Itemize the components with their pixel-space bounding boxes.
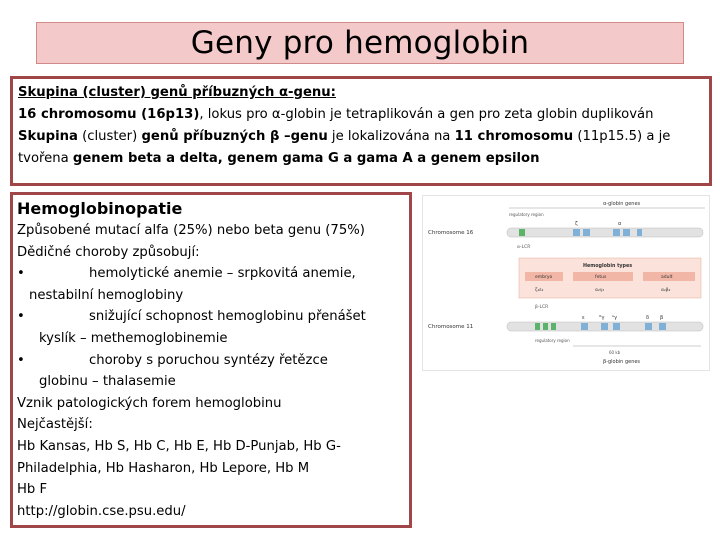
- gamma-g-gene: [601, 323, 608, 330]
- hemoglobinopathy-heading: Hemoglobinopatie: [17, 199, 183, 218]
- diseases-intro-line: Dědičné choroby způsobují:: [17, 244, 200, 260]
- alpha-regulatory-label: regulatory region: [509, 212, 544, 217]
- chr11-label: Chromosome 11: [428, 324, 474, 330]
- pathology-line: Vznik patologických forem hemoglobinu: [17, 395, 282, 411]
- alpha-cluster-heading: Skupina (cluster) genů příbuzných α-genu:: [18, 85, 336, 100]
- bullet-dot-icon: •: [17, 266, 25, 282]
- alpha-lcr-marker: [519, 229, 525, 236]
- globin-gene-diagram: [422, 195, 710, 371]
- cause-line: Způsobené mutací alfa (25%) nebo beta genu (75%): [17, 223, 365, 238]
- theta-gene: [637, 229, 642, 236]
- gamma-a-gene: [613, 323, 620, 330]
- bullet-continuation: kyslík – methemoglobinemie: [39, 330, 228, 346]
- bullet-item: • hemolytické anemie – srpkovitá anemie,: [17, 263, 405, 285]
- bullet-dot-icon: •: [17, 309, 25, 325]
- alpha-genes-title: α-globin genes: [603, 201, 641, 207]
- alpha-cluster-text: 16 chromosomu (16p13), lokus pro α-globin je tetraplikován a gen pro zeta globin duplikován: [18, 107, 654, 122]
- gamma-g-gene-label: ᴳγ: [599, 315, 605, 321]
- beta-genes-title: β-globin genes: [603, 359, 641, 365]
- page-title: Geny pro hemoglobin: [190, 24, 530, 61]
- beta-gene: [659, 323, 666, 330]
- most-common-line: Nejčastější:: [17, 417, 93, 433]
- delta-gene-label: δ: [646, 315, 650, 321]
- embryo-formula: ζ₂ε₂: [535, 288, 544, 293]
- beta-lcr-label: β-LCR: [535, 305, 549, 310]
- alpha-lcr-label: α-LCR: [517, 245, 531, 250]
- chr16-label: Chromosome 16: [428, 230, 474, 236]
- fetus-label: fetus: [595, 275, 607, 280]
- hb-variants-line: Hb Kansas, Hb S, Hb C, Hb E, Hb D-Punjab, Hb G-: [17, 438, 341, 454]
- embryo-label: embryo: [535, 275, 553, 280]
- alpha-gene: [613, 229, 620, 236]
- hb-variants-line-cont: Philadelphia, Hb Hasharon, Hb Lepore, Hb M: [17, 460, 310, 476]
- epsilon-gene-label: ε: [582, 315, 585, 321]
- alpha-gene: [623, 229, 630, 236]
- source-url: http://globin.cse.psu.edu/: [17, 503, 186, 519]
- chromosome-16-bar: [507, 228, 703, 237]
- beta-regulatory-label: regulatory region: [535, 338, 570, 343]
- hemoglobin-types-title: Hemoglobin types: [583, 264, 633, 269]
- bullet-item: • snižující schopnost hemoglobinu přenášet: [17, 306, 405, 328]
- beta-cluster-text: Skupina (cluster) genů příbuzných β –genu je lokalizována na 11 chromosomu (11p15.5) a je: [18, 129, 671, 144]
- bullet-continuation: nestabilní hemoglobiny: [29, 287, 184, 303]
- adult-formula: α₂β₂: [661, 288, 671, 293]
- beta-lcr-marker: [543, 323, 548, 330]
- bullet-continuation: globinu – thalasemie: [39, 374, 176, 390]
- zeta-gene: [583, 229, 590, 236]
- fetus-formula: α₂γ₂: [595, 288, 605, 293]
- gamma-a-gene-label: ᴬγ: [612, 315, 618, 321]
- bullet-dot-icon: •: [17, 352, 25, 368]
- beta-lcr-marker: [551, 323, 556, 330]
- hb-f-line: Hb F: [17, 482, 48, 498]
- beta-lcr-marker: [535, 323, 540, 330]
- epsilon-gene: [581, 323, 588, 330]
- zeta-gene: [573, 229, 580, 236]
- adult-label: adult: [661, 275, 673, 280]
- title-banner: [36, 22, 684, 64]
- delta-gene: [645, 323, 652, 330]
- scale-label: 60 kb: [609, 350, 621, 355]
- bullet-item: • choroby s poruchou syntézy řetězce: [17, 350, 405, 372]
- hemoglobinopathy-box: [10, 192, 412, 528]
- beta-cluster-text-cont: tvořena genem beta a delta, genem gama G a gama A a genem epsilon: [18, 151, 540, 166]
- gene-cluster-box: [10, 76, 712, 186]
- zeta-gene-label: ζ: [575, 221, 578, 227]
- alpha-gene-label: α: [618, 221, 622, 227]
- beta-gene-label: β: [660, 315, 664, 321]
